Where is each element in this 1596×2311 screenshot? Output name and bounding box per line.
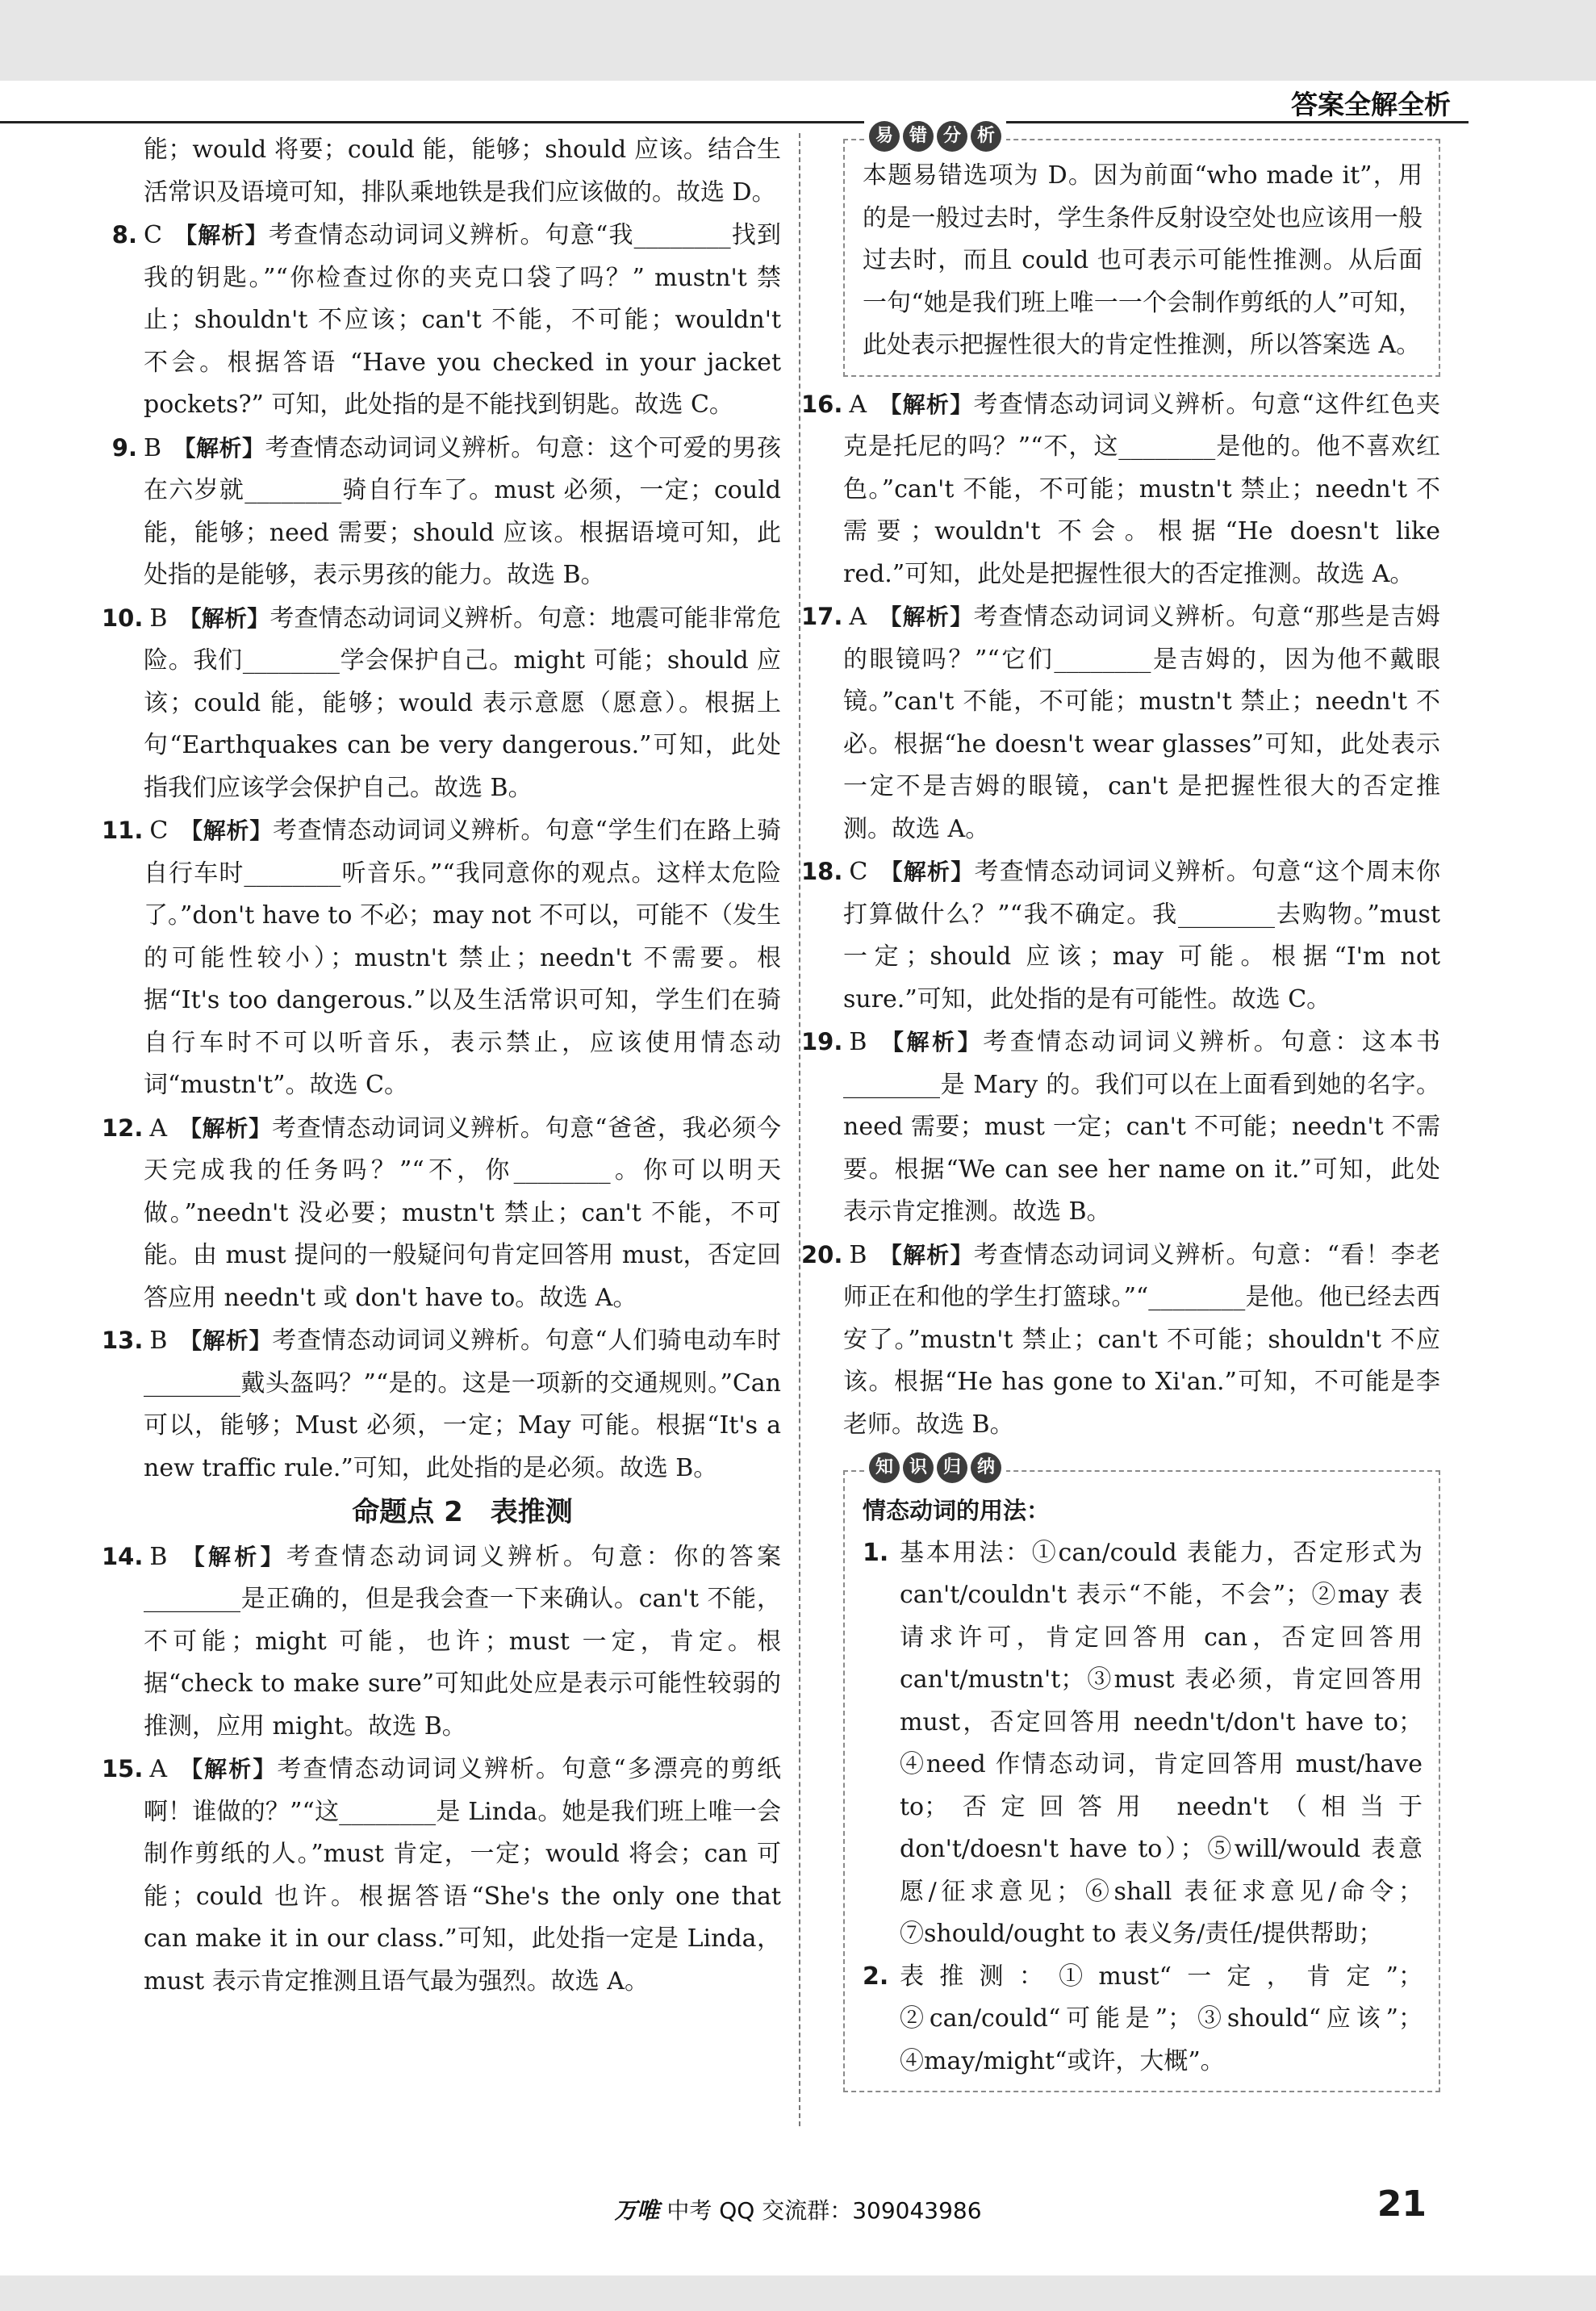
analysis-tag: 【解析】 (879, 859, 975, 885)
analysis-tag: 【解析】 (178, 604, 270, 632)
question-20 (801, 1234, 1440, 1447)
footer (0, 2193, 1596, 2225)
rule-text: 表推测：①must“一定，肯定”；②can/could“可能是”；③should“应该”；④may/might“或许，大概”。 (900, 1962, 1423, 2075)
badge-char: 归 (937, 1452, 967, 1483)
section-title: 命题点 2 表推测 (352, 1496, 573, 1528)
rule-item (863, 1532, 1423, 1956)
question-number: 17. (801, 603, 843, 630)
answer-letter: A (849, 390, 867, 419)
footer-text: 中考 QQ 交流群：309043986 (666, 2197, 982, 2224)
answer-letter: B (849, 1240, 867, 1269)
answer-letter: A (149, 1755, 168, 1783)
column-divider (799, 133, 800, 2126)
page-number: 21 (1377, 2184, 1427, 2225)
question-number: 10. (102, 604, 144, 632)
answer-letter: C (144, 221, 162, 249)
top-margin (0, 0, 1596, 81)
question-10 (102, 597, 781, 810)
question-8 (111, 214, 781, 427)
analysis-tag: 【解析】 (178, 1327, 273, 1354)
question-19 (801, 1021, 1440, 1234)
question-13 (102, 1319, 781, 1490)
question-17 (801, 596, 1440, 850)
badge-char: 错 (903, 121, 934, 152)
question-15 (102, 1748, 781, 2003)
badge-char: 易 (869, 121, 900, 152)
answer-letter: B (149, 1542, 168, 1571)
intro-continuation: 能；would 将要；could 能，能够；should 应该。结合生活常识及语境可知，排队乘地铁是我们应该做的。故选 D。 (144, 136, 781, 207)
error-analysis-text: 本题易错选项为 D。因为前面“who made it”，用的是一般过去时，学生条件反射设空处也应该用一般过去时，而且 could 也可表示可能性推测。从后面一句“她是我们班上唯一一个会制作剪纸的人”可知，此处表示把握性很大的肯定性推测，所以答案选 A。 (863, 161, 1423, 359)
analysis-tag: 【解析】 (178, 1114, 272, 1142)
analysis-tag: 【解析】 (878, 1241, 974, 1268)
rule-item (863, 1956, 1423, 2083)
question-12 (102, 1107, 781, 1320)
question-number: 13. (102, 1327, 144, 1354)
answer-letter: C (149, 817, 169, 845)
badge-char: 析 (971, 121, 1001, 152)
answer-letter: B (144, 433, 162, 462)
analysis-text: 考查情态动词词义辨析。句意“这个周末你打算做什么？”“我不确定。我________去购物。”must 一定；should 应该；may 可能。根据“I'm not sure.”可知，此处指的是有可能性。故选 C。 (843, 858, 1440, 1013)
error-analysis-box (843, 125, 1440, 377)
rule-number: 2. (863, 1962, 889, 1991)
right-column (801, 125, 1440, 2099)
analysis-text: 考查情态动词词义辨析。句意：这个可爱的男孩在六岁就________骑自行车了。must 必须，一定；could 能，能够；need 需要；should 应该。根据语境可知，此处指的是能够，表示男孩的能力。故选 B。 (144, 433, 781, 589)
knowledge-summary-box (843, 1456, 1440, 2092)
question-number: 11. (102, 817, 144, 844)
analysis-text: 考查情态动词词义辨析。句意“多漂亮的剪纸啊！谁做的？”“这________是 Linda。她是我们班上唯一会制作剪纸的人。”must 肯定，一定；would 将会；can 可能；could 也许。根据答语“She's the only one that can make it in our class.”可知，此处指一定是 Linda，must 表示肯定推测且语气最为强烈。故选 A。 (144, 1755, 781, 1995)
analysis-text: 考查情态动词词义辨析。句意“人们骑电动车时________戴头盔吗？”“是的。这是一项新的交通规则。”Can 可以，能够；Must 必须，一定；May 可能。根据“It's a new traffic rule.”可知，此处指的是必须。故选 B。 (144, 1327, 781, 1482)
question-number: 19. (801, 1028, 843, 1055)
knowledge-heading: 情态动词的用法： (863, 1497, 1051, 1524)
question-number: 12. (102, 1114, 144, 1142)
badge-char: 知 (869, 1452, 900, 1483)
answer-letter: C (849, 858, 868, 886)
answer-letter: A (849, 603, 867, 631)
question-number: 18. (801, 858, 843, 885)
question-number: 20. (801, 1240, 843, 1268)
rule-text: 基本用法：①can/could 表能力，否定形式为 can't/couldn't 表示“不能，不会”；②may 表请求许可，肯定回答用 can，否定回答用 can't/mustn't；③must 表必须，肯定回答用 must，否定回答用 needn't/don't have to；④need 作情态动词，肯定回答用 must/have to；否定回答用 needn't（相当于 don't/doesn't have to）；⑤will/would 表意愿/征求意见；⑥shall 表征求意见/命令；⑦should/ought to 表义务/责任/提供帮助； (900, 1538, 1423, 1948)
header-rule (0, 121, 1469, 123)
badge-char: 分 (937, 121, 967, 152)
question-18 (801, 850, 1440, 1021)
analysis-text: 考查情态动词词义辨析。句意“那些是吉姆的眼镜吗？”“它们________是吉姆的，因为他不戴眼镜。”can't 不能，不可能；mustn't 禁止；needn't 不必。根据“he doesn't wear glasses”可知，此处表示一定不是吉姆的眼镜，can't 是把握性很大的否定推测。故选 A。 (843, 603, 1440, 843)
analysis-text: 考查情态动词词义辨析。句意“学生们在路上骑自行车时________听音乐。”“我同意你的观点。这样太危险了。”don't have to 不必；may not 不可以，可能不（发生的可能性较小）；mustn't 禁止；needn't 不需要。根据“It's too dangerous.”以及生活常识可知，学生们在骑自行车时不可以听音乐，表示禁止，应该使用情态动词“mustn't”。故选 C。 (144, 817, 781, 1099)
answer-letter: B (149, 1327, 168, 1355)
badge-char: 识 (903, 1452, 934, 1483)
analysis-tag: 【解析】 (173, 222, 269, 249)
analysis-tag: 【解析】 (178, 1756, 278, 1782)
left-column (102, 129, 781, 2003)
analysis-text: 考查情态动词词义辨析。句意“这件红色夹克是托尼的吗？”“不，这________是他的。他不喜欢红色。”can't 不能，不可能；mustn't 禁止；needn't 不需要；wouldn't 不会。根据“He doesn't like red.”可知，此处是把握性很大的否定推测。故选 A。 (843, 390, 1440, 588)
analysis-text: 考查情态动词词义辨析。句意：“看！李老师正在和他的学生打篮球。”“________是他。他已经去西安了。”mustn't 禁止；can't 不可能；shouldn't 不应该。根据“He has gone to Xi'an.”可知，不可能是李老师。故选 B。 (843, 1240, 1440, 1439)
knowledge-summary-badge (864, 1452, 1006, 1483)
analysis-tag: 【解析】 (179, 817, 274, 844)
question-16 (801, 383, 1440, 596)
analysis-tag: 【解析】 (878, 1029, 984, 1055)
footer-logo: 万唯 (614, 2197, 660, 2224)
bottom-margin (0, 2275, 1596, 2311)
answer-letter: A (149, 1114, 168, 1143)
analysis-text: 考查情态动词词义辨析。句意：地震可能非常危险。我们________学会保护自己。might 可能；should 应该；could 能，能够；would 表示意愿（愿意）。根据上句“Earthquakes can be very dangerous.”可知，此处指我们应该学会保护自己。故选 B。 (144, 604, 781, 802)
question-9 (111, 427, 781, 597)
badge-char: 纳 (971, 1452, 1001, 1483)
analysis-text: 考查情态动词词义辨析。句意“我________找到我的钥匙。”“你检查过你的夹克口袋了吗？” mustn't 禁止；shouldn't 不应该；can't 不能，不可能；wouldn't 不会。根据答语 “Have you checked in your jacket pockets?” 可知，此处指的是不能找到钥匙。故选 C。 (144, 221, 781, 419)
question-number: 16. (801, 390, 843, 418)
question-number: 8. (111, 221, 137, 249)
analysis-tag: 【解析】 (878, 604, 974, 630)
question-number: 9. (111, 433, 137, 462)
rule-number: 1. (863, 1538, 889, 1567)
question-number: 14. (102, 1542, 144, 1570)
question-11 (102, 809, 781, 1107)
analysis-tag: 【解析】 (173, 434, 265, 462)
analysis-text: 考查情态动词词义辨析。句意“爸爸，我必须今天完成我的任务吗？”“不，你________。你可以明天做。”needn't 没必要；mustn't 禁止；can't 不能，不可能。由 must 提问的一般疑问句肯定回答用 must，否定回答应用 needn't 或 don't have to。故选 A。 (144, 1114, 781, 1312)
analysis-tag: 【解析】 (878, 391, 974, 418)
error-analysis-badge (864, 121, 1006, 152)
question-14 (102, 1536, 781, 1749)
answer-letter: B (149, 604, 168, 633)
analysis-tag: 【解析】 (178, 1543, 286, 1570)
analysis-text: 考查情态动词词义辨析。句意：这本书________是 Mary 的。我们可以在上面看到她的名字。need 需要；must 一定；can't 不可能；needn't 不需要。根据“We can see her name on it.”可知，此处表示肯定推测。故选 B。 (843, 1028, 1440, 1226)
header-title: 答案全解全析 (1291, 89, 1451, 120)
question-number: 15. (102, 1755, 144, 1782)
answer-letter: B (849, 1028, 867, 1056)
analysis-text: 考查情态动词词义辨析。句意：你的答案________是正确的，但是我会查一下来确认。can't 不能，不可能；might 可能，也许；must 一定，肯定。根据“check to make sure”可知此处应是表示可能性较弱的推测，应用 might。故选 B。 (144, 1542, 781, 1741)
